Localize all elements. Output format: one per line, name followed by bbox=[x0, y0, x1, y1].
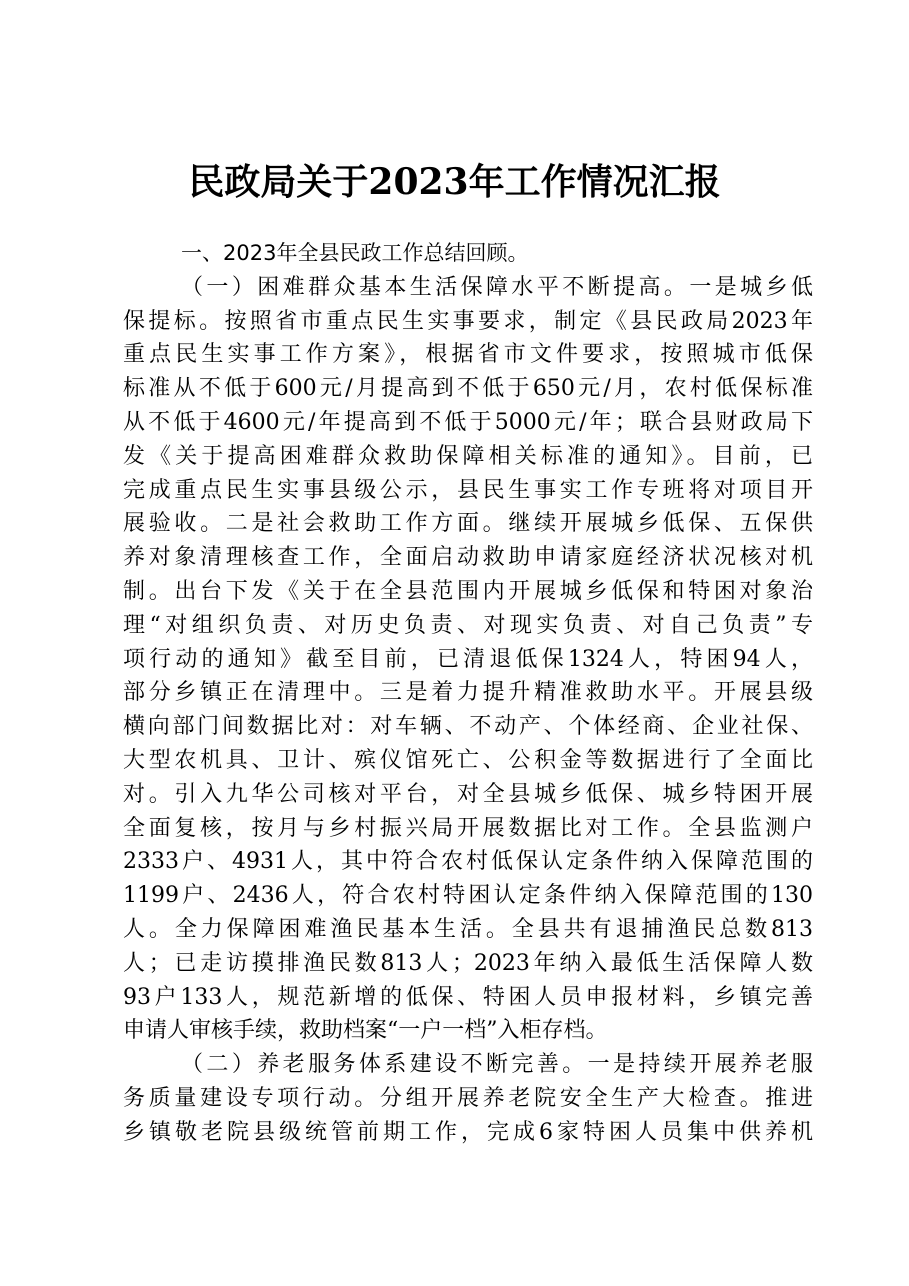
text-line: 全面复核，按月与乡村振兴局开展数据比对工作。全县监测户 bbox=[123, 815, 813, 841]
text-line: 发《关于提高困难群众救助保障相关标准的通知》。目前，已 bbox=[123, 443, 813, 469]
paragraph-2 bbox=[123, 1048, 813, 1149]
text-line: 部分乡镇正在清理中。三是着力提升精准救助水平。开展县级 bbox=[123, 680, 813, 706]
text-line: 人。全力保障困难渔民基本生活。全县共有退捕渔民总数813 bbox=[123, 916, 813, 942]
section-heading: 一、2023年全县民政工作总结回顾。 bbox=[181, 241, 529, 265]
paragraph-1 bbox=[123, 271, 813, 1048]
document-body bbox=[123, 237, 813, 1150]
text-line: 对。引入九华公司核对平台，对全县城乡低保、城乡特困开展 bbox=[123, 781, 813, 807]
text-line: 1199户、2436人，符合农村特困认定条件纳入保障范围的130 bbox=[123, 883, 813, 909]
text-line: 保提标。按照省市重点民生实事要求，制定《县民政局2023年 bbox=[123, 308, 813, 334]
text-line: 横向部门间数据比对：对车辆、不动产、个体经商、企业社保、 bbox=[123, 714, 813, 740]
text-line: 标准从不低于600元/月提高到不低于650元/月，农村低保标准 bbox=[123, 376, 813, 402]
text-line: 项行动的通知》截至目前，已清退低保1324人，特困94人， bbox=[123, 646, 813, 672]
text-line: 制。出台下发《关于在全县范围内开展城乡低保和特困对象治 bbox=[123, 578, 813, 604]
document-title: 民政局关于2023年工作情况汇报 bbox=[188, 161, 721, 203]
text-line: 养对象清理核查工作，全面启动救助申请家庭经济状况核对机 bbox=[123, 545, 813, 571]
text-line: 申请人审核手续，救助档案“一户一档”入柜存档。 bbox=[123, 1018, 608, 1044]
text-line: 大型农机具、卫计、殡仪馆死亡、公积金等数据进行了全面比 bbox=[123, 747, 813, 773]
text-line: 93户133人，规范新增的低保、特困人员申报材料，乡镇完善 bbox=[123, 984, 813, 1010]
text-line: 人；已走访摸排渔民数813人；2023年纳入最低生活保障人数 bbox=[123, 950, 813, 976]
text-line: 务质量建设专项行动。分组开展养老院安全生产大检查。推进 bbox=[123, 1085, 813, 1111]
text-line: 完成重点民生实事县级公示，县民生事实工作专班将对项目开 bbox=[123, 477, 813, 503]
text-line: （二）养老服务体系建设不断完善。一是持续开展养老服 bbox=[181, 1052, 813, 1078]
text-line: 乡镇敬老院县级统管前期工作，完成6家特困人员集中供养机 bbox=[123, 1119, 813, 1145]
text-line: （一）困难群众基本生活保障水平不断提高。一是城乡低 bbox=[181, 274, 813, 300]
text-line: 展验收。二是社会救助工作方面。继续开展城乡低保、五保供 bbox=[123, 511, 813, 537]
text-line: 2333户、4931人，其中符合农村低保认定条件纳入保障范围的 bbox=[123, 849, 813, 875]
text-line: 从不低于4600元/年提高到不低于5000元/年；联合县财政局下 bbox=[123, 409, 813, 435]
text-line: 重点民生实事工作方案》，根据省市文件要求，按照城市低保 bbox=[123, 342, 813, 368]
text-line: 理“对组织负责、对历史负责、对现实负责、对自己负责”专 bbox=[123, 612, 813, 638]
